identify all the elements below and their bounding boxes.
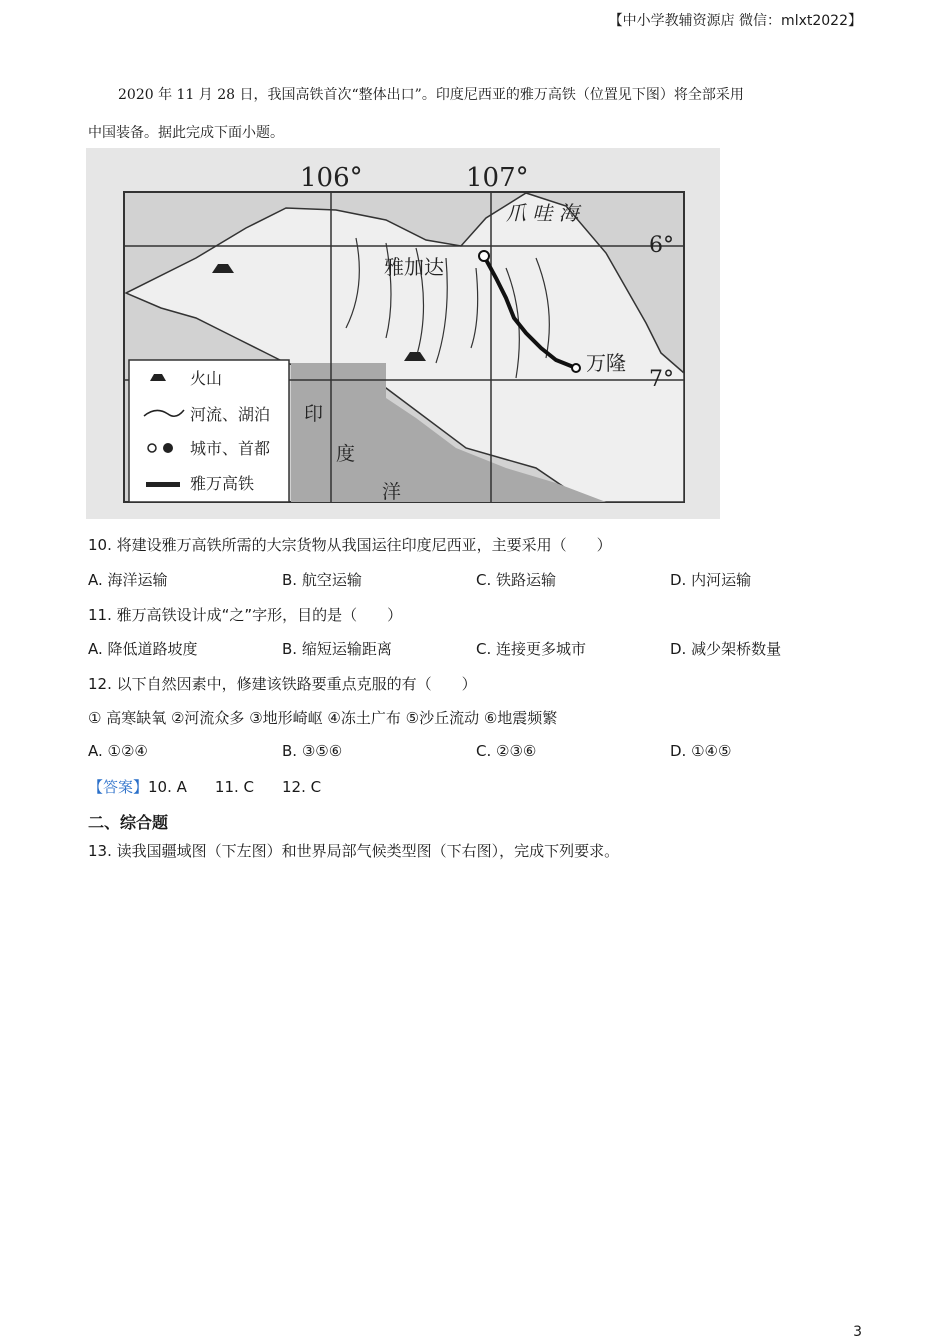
map-legend [129,360,289,502]
answer-10: 10. A [148,778,187,796]
answer-line [88,776,321,797]
page-number: 3 [853,1324,862,1340]
answer-11: 11. C [214,778,255,796]
ocean-label-2: 度 [336,443,356,465]
jakarta-label: 雅加达 [384,255,444,279]
answer-tag: 【答案】 [88,778,149,796]
lat-label-7: 7° [649,367,674,392]
q12-option-d: D. ①④⑤ [670,742,732,760]
legend-capital-icon [163,443,173,453]
question-11-stem: 11. 雅万高铁设计成“之”字形，目的是（ ） [88,606,403,624]
ocean-label-1: 印 [304,403,324,425]
ocean-label-3: 洋 [382,481,402,503]
jakarta-marker [479,251,489,261]
lon-label-107: 107° [466,163,529,193]
legend-city-icon [148,444,156,452]
q12-option-b: B. ③⑤⑥ [282,742,343,760]
question-12-stem: 12. 以下自然因素中，修建该铁路要重点克服的有（ ） [88,675,477,693]
intro-line-2: 中国装备。据此完成下面小题。 [88,125,284,141]
legend-river-label: 河流、湖泊 [190,405,271,424]
q11-option-c: C. 连接更多城市 [476,640,587,658]
answer-12: 12. C [282,778,322,796]
bandung-label: 万隆 [586,351,626,375]
q12-option-c: C. ②③⑥ [476,742,537,760]
legend-railway-icon [146,482,180,487]
java-railway-map [86,148,720,519]
q10-option-c: C. 铁路运输 [476,571,557,589]
legend-railway-label: 雅万高铁 [190,474,255,493]
intro-paragraph [88,76,863,152]
page-header: 【中小学教辅资源店 微信：mlxt2022】 [608,13,862,29]
legend-city-label: 城市、首都 [190,439,271,458]
q11-option-d: D. 减少架桥数量 [670,640,782,658]
q10-option-a: A. 海洋运输 [88,571,168,589]
legend-volcano-label: 火山 [190,369,223,388]
intro-line-1: 2020 年 11 月 28 日，我国高铁首次“整体出口”。印度尼西亚的雅万高铁（位置见下图）将全部采用 [118,87,744,103]
section-heading: 二、综合题 [88,813,169,832]
question-10-stem: 10. 将建设雅万高铁所需的大宗货物从我国运往印度尼西亚，主要采用（ ） [88,536,612,554]
bandung-marker [572,364,580,372]
q11-option-b: B. 缩短运输距离 [282,640,392,658]
q11-option-a: A. 降低道路坡度 [88,640,198,658]
lon-label-106: 106° [300,163,363,193]
q10-option-b: B. 航空运输 [282,571,362,589]
q10-option-d: D. 内河运输 [670,571,752,589]
question-13-stem: 13. 读我国疆域图（下左图）和世界局部气候类型图（下右图），完成下列要求。 [88,842,620,860]
java-sea-label: 爪 哇 海 [506,201,579,225]
q12-option-a: A. ①②④ [88,742,148,760]
lat-label-6: 6° [649,233,674,258]
question-12-factors: ① 高寒缺氧 ②河流众多 ③地形崎岖 ④冻土广布 ⑤沙丘流动 ⑥地震频繁 [88,709,558,727]
